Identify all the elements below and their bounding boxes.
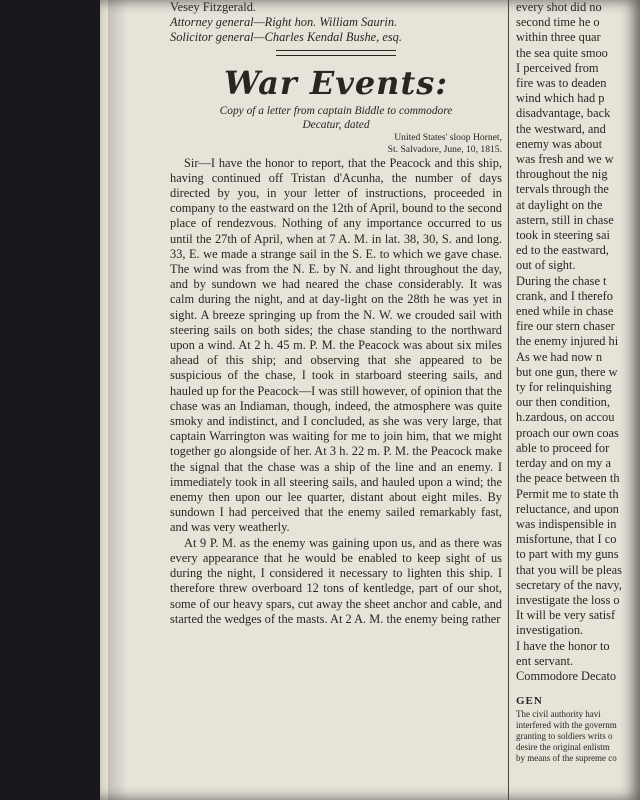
dateline-line: St. Salvadore, June, 10, 1815. — [387, 143, 502, 155]
article-paragraph: Sir—I have the honor to report, that the Peacock and this ship, having continued off Tristan d'Acunha, the number of days directed by you, in your letter of instructions, proceeded in company to the eastward on the 12th of April, bound to the second place of rendezvous. Nothing of any importance occurred to us until the 27th of April, when at 7 A. M. in lat. 38, 30, S. and long. 33, E. we made a strange sail in the S. E. to which we gave chase. The wind was from the N. E. by N. and light throughout the day, and by sundown we had neared the chase considerably. It was calm during the night, and at day-light on the 28th he was yet in sight. A breeze springing up from the N. W. we crouded sail with steering sails on both sides; the chase standing to the northward upon a wind. At 2 h. 45 m. P. M. the Peacock was about six miles ahead of this ship; and observing that she appeared to be suspicious of the chase, I took in starboard steering sails, and hauled up for the Peacock—I was still however, of opinion that the chase was an Indiaman, though, indeed, the atmosphere was quite smoky and indistinct, and I concluded, as she was very large, that captain Warrington was waiting for me to join him, that we might together go alongside of her. At 3 h. 22 m. P. M. the Peacock make the signal that the chase was a ship of the line and an enemy. I immediately took in all steering sails, and hauled upon a wind; the enemy then upon our lee quarter, distant about eight miles. By sundown I had perceived that the enemy sailed remarkably fast, and was very weatherly. — [170, 155, 502, 535]
column-line: disadvantage, back — [516, 106, 611, 121]
column-line: wind which had p — [516, 91, 605, 106]
column-line: investigate the loss o — [516, 592, 620, 607]
column-line: investigation. — [516, 623, 584, 638]
column-line: fire was to deaden — [516, 76, 607, 91]
column-line: tervals through the — [516, 182, 609, 197]
column-line: was indispensible in — [516, 516, 617, 531]
column-line: took in steering sai — [516, 228, 610, 243]
column-line: enemy was about — [516, 136, 603, 151]
column-line: As we had now n — [516, 349, 603, 364]
column-line: secretary of the navy, — [516, 577, 622, 592]
section-divider — [276, 50, 396, 56]
top-line-text: Solicitor general—Charles Kendal Bushe, esq. — [170, 30, 402, 45]
column-line: terday and on my a — [516, 456, 611, 471]
column-line: misfortune, that I co — [516, 532, 617, 547]
column-line: ed to the eastward, — [516, 243, 609, 258]
column-line: During the chase t — [516, 273, 607, 288]
column-line: to part with my guns — [516, 547, 619, 562]
dateline-line: United States' sloop Hornet, — [394, 131, 502, 143]
section-heading: GEN — [516, 695, 543, 708]
column-line: the sea quite smoo — [516, 45, 608, 60]
column-line: able to proceed for — [516, 440, 610, 455]
page-fold-shadow — [108, 0, 128, 800]
column-line: h.zardous, on accou — [516, 410, 615, 425]
main-column — [170, 0, 502, 800]
column-gap — [516, 684, 640, 694]
column-line: throughout the nig — [516, 167, 608, 182]
small-line: interfered with the governm — [516, 720, 617, 731]
dateline — [170, 132, 502, 156]
small-line: granting to soldiers writs o — [516, 731, 613, 742]
right-column — [516, 0, 640, 800]
small-line: by means of the supreme co — [516, 753, 617, 764]
column-line: I perceived from — [516, 60, 599, 75]
column-line: was fresh and we w — [516, 152, 614, 167]
top-line — [170, 30, 502, 45]
column-line: within three quar — [516, 30, 601, 45]
column-line: Permit me to state th — [516, 486, 619, 501]
column-line: reluctance, and upon — [516, 501, 619, 516]
column-line: fire our stern chaser — [516, 319, 615, 334]
column-line: the westward, and — [516, 121, 606, 136]
top-line-text: Attorney general—Right hon. William Saurin. — [170, 15, 398, 30]
column-line: but one gun, there w — [516, 364, 618, 379]
column-line: ent servant. — [516, 653, 574, 668]
subtitle-line: Copy of a letter from captain Biddle to commodore — [219, 104, 453, 117]
column-line: every shot did no — [516, 0, 602, 14]
column-line: out of sight. — [516, 258, 576, 273]
article-paragraph: At 9 P. M. as the enemy was gaining upon us, and as there was every appearance that he would be enabled to keep sight of us during the night, I considered it necessary to lighten this ship. I therefore threw overboard 12 tons of kentledge, part of our shot, some of our heavy spars, cut away the sheet anchor and cable, and started the wedges of the masts. At 2 A. M. the enemy being rather — [170, 535, 502, 626]
column-line: ty for relinquishing — [516, 380, 612, 395]
column-line: that you will be pleas — [516, 562, 622, 577]
column-line: our then condition, — [516, 395, 610, 410]
column-line: astern, still in chase — [516, 212, 614, 227]
small-line: desire the original enlistm — [516, 742, 610, 753]
column-line: crank, and I therefo — [516, 288, 614, 303]
article-headline: War Events: — [223, 63, 449, 102]
article-subtitle — [170, 104, 502, 132]
column-line: It will be very satisf — [516, 608, 616, 623]
column-line: second time he o — [516, 15, 600, 30]
column-line: proach our own coas — [516, 425, 619, 440]
top-line: Vesey Fitzgerald. — [170, 0, 257, 14]
subtitle-line: Decatur, dated — [302, 118, 370, 131]
column-rule — [508, 0, 509, 800]
small-line: The civil authority havi — [516, 709, 601, 720]
column-line: the peace between th — [516, 471, 620, 486]
column-line: ened while in chase — [516, 304, 614, 319]
column-line: Commodore Decato — [516, 668, 617, 683]
column-line: I have the honor to — [516, 638, 610, 653]
column-line: the enemy injured hi — [516, 334, 619, 349]
column-line: at daylight on the — [516, 197, 603, 212]
top-line — [170, 15, 502, 30]
